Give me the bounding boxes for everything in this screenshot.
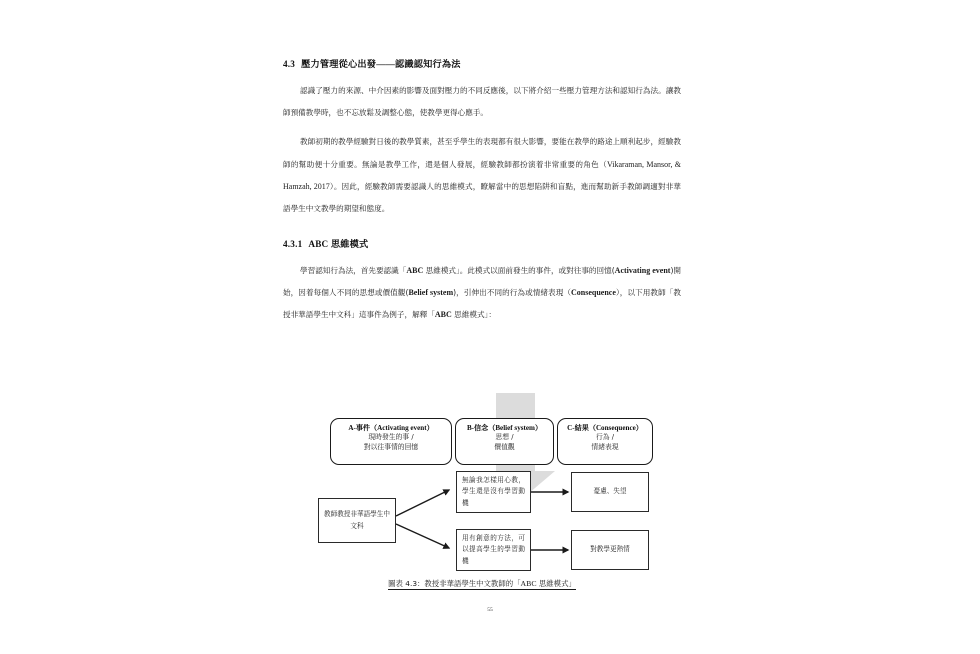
arrow-source-to-belief-negative bbox=[396, 490, 449, 516]
abc-box-c-line2: 情緒表現 bbox=[591, 442, 619, 451]
figure-caption-prefix: 圖表 4.3：教授非華語學生中文教師的「 bbox=[388, 579, 521, 588]
abc-box-b-title-close: ） bbox=[534, 424, 543, 432]
figure-4-3 bbox=[283, 393, 681, 603]
abc-box-c-title-cn: C-結果（ bbox=[567, 424, 596, 432]
figure-canvas bbox=[283, 393, 681, 578]
figure-caption-suffix: 思維模式」 bbox=[536, 579, 576, 588]
paragraph-2-text-a: 教師初期的教學經驗對日後的教學質素，甚至乎學生的表現都有很大影響，要能在教學的路途上順利起步，經驗教師的幫助便十分重要。無論是教學工作，還是個人發展，經驗教師都扮演着非常重要的角色（ bbox=[283, 137, 681, 169]
section-title: 壓力管理從心出發——認識認知行為法 bbox=[301, 59, 461, 69]
term-belief-system: Belief system bbox=[408, 287, 454, 297]
citation-reference: Vikaraman, Mansor, & Hamzah, 2017 bbox=[283, 159, 682, 192]
paragraph-3-text-c: )開始，因着每個人不同的思想或價值觀( bbox=[283, 265, 682, 297]
arrow-source-to-belief-positive bbox=[396, 524, 449, 548]
abc-box-b-title-en: Belief system bbox=[495, 424, 535, 432]
text-column bbox=[283, 58, 681, 326]
term-activating-event: Activating event bbox=[614, 265, 671, 275]
paragraph-2-text-b: ）。因此，經驗教師需要認識人的思維模式，瞭解當中的思想陷阱和盲點，進而幫助新手教師調適對非華語學生中文教學的期望和態度。 bbox=[283, 182, 681, 214]
abc-box-b-line1: 思想 / bbox=[495, 432, 514, 441]
flow-box-consequence-positive-text: 對教學更熱情 bbox=[590, 545, 630, 554]
term-abc-1: ABC bbox=[406, 265, 424, 275]
abc-box-b-title bbox=[456, 424, 553, 433]
abc-box-a bbox=[330, 418, 452, 465]
paragraph-1 bbox=[283, 80, 681, 125]
page-number: 55 bbox=[487, 607, 493, 613]
flow-box-consequence-positive bbox=[571, 530, 649, 570]
paragraph-3-text-d: )，引伸出不同的行為或情緒表現（ bbox=[453, 287, 571, 297]
abc-box-a-title-en: Activating event bbox=[377, 424, 427, 432]
subsection-title: ABC 思維模式 bbox=[308, 238, 369, 249]
paragraph-spacer bbox=[283, 124, 681, 131]
figure-caption-text bbox=[388, 579, 576, 590]
paragraph-3-text-f: 思維模式」： bbox=[451, 310, 496, 320]
flow-box-consequence-negative bbox=[571, 472, 649, 512]
figure-caption-abc: ABC bbox=[520, 579, 537, 588]
abc-box-a-title bbox=[331, 424, 451, 433]
abc-box-b-line2: 價值觀 bbox=[494, 442, 515, 451]
paragraph-2 bbox=[283, 131, 681, 220]
abc-box-a-title-cn: A-事件（ bbox=[348, 424, 378, 432]
paragraph-3-text-e: ），以下用教師「教授非華語學生中文科」這事件為例子，解釋「 bbox=[283, 287, 681, 320]
abc-box-c bbox=[557, 418, 653, 465]
abc-box-c-title-en: Consequence bbox=[595, 424, 636, 432]
section-heading-4-3 bbox=[283, 58, 681, 71]
abc-box-b bbox=[455, 418, 554, 465]
paragraph-3 bbox=[283, 260, 681, 327]
abc-box-a-line2: 對以往事情的回憶 bbox=[363, 442, 419, 451]
flow-box-belief-negative-text: 無論我怎樣用心教，學生還是沒有學習動機 bbox=[462, 475, 525, 507]
abc-box-a-line1: 現時發生的事 / bbox=[368, 432, 414, 441]
abc-box-b-title-cn: B-信念（ bbox=[466, 424, 496, 432]
abc-box-c-title-close: ） bbox=[635, 424, 643, 432]
abc-box-a-title-close: ） bbox=[426, 424, 434, 432]
paragraph-3-text-a: 學習認知行為法，首先要認識「 bbox=[300, 265, 407, 275]
term-abc-2: ABC bbox=[434, 310, 452, 320]
flow-box-source bbox=[318, 498, 396, 543]
flow-box-belief-positive-text: 用有創意的方法，可以提高學生的學習動機 bbox=[462, 533, 525, 565]
flow-box-source-text: 教師教授非華語學生中文科 bbox=[324, 509, 390, 530]
paragraph-1-text: 認識了壓力的來源、中介因素的影響及面對壓力的不同反應後，以下將介紹一些壓力管理方法和認知行為法。讓教師預備教學時，也不忘放鬆及調整心態，使教學更得心應手。 bbox=[283, 85, 681, 118]
abc-box-c-title bbox=[558, 424, 652, 433]
flow-box-consequence-negative-text: 憂慮、失望 bbox=[593, 487, 627, 496]
section-number: 4.3 bbox=[283, 59, 296, 69]
abc-box-c-line1: 行為 / bbox=[595, 432, 615, 441]
flow-box-belief-positive bbox=[456, 529, 531, 571]
term-consequence: Consequence bbox=[571, 287, 616, 297]
subsection-number: 4.3.1 bbox=[283, 238, 303, 249]
flow-box-belief-negative bbox=[456, 471, 531, 513]
paragraph-3-text-b: 思維模式」。此模式以面前發生的事件，或對往事的回憶( bbox=[423, 265, 615, 275]
section-heading-4-3-1 bbox=[283, 238, 681, 251]
